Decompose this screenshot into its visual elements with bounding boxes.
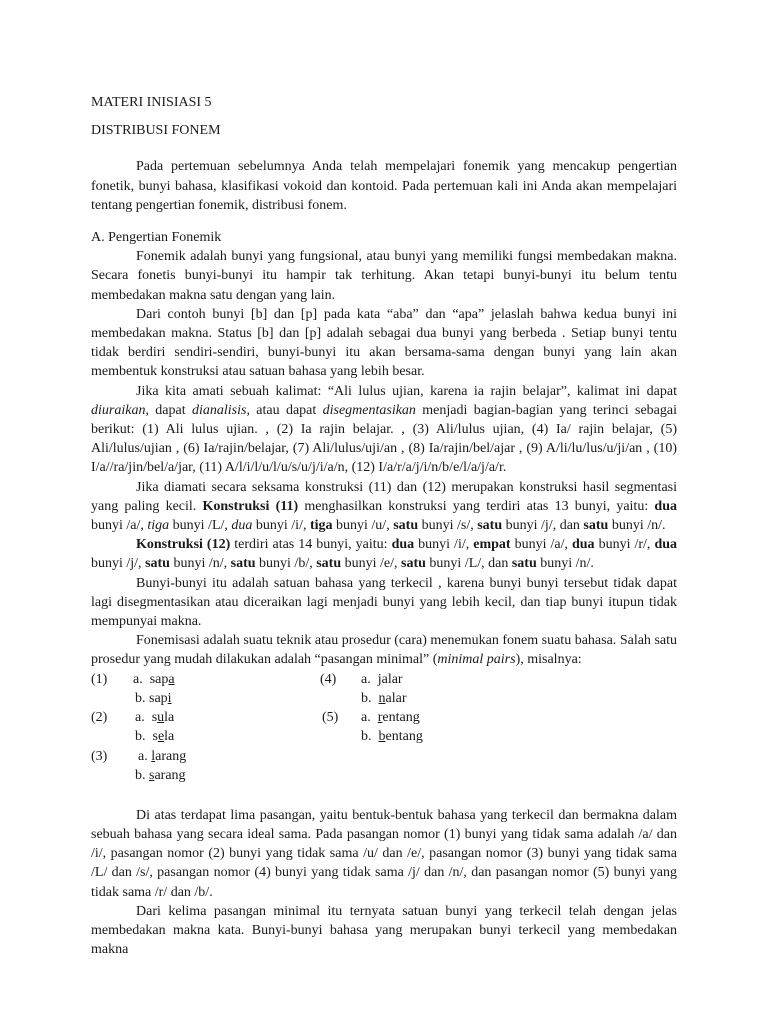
paragraph-konstruksi-12: Konstruksi (12) terdiri atas 14 bunyi, yaitu: dua bunyi /i/, empat bunyi /a/, dua bunyi /r/, dua bunyi /j/, satu bunyi /n/, satu bunyi /b/, satu bunyi /e/, satu bunyi /L/, dan satu bunyi /n/. — [91, 537, 678, 572]
paragraph-fonemik: Fonemik adalah bunyi yang fungsional, atau bunyi yang memiliki fungsi membedakan makna. Secara fonetis bunyi-bunyi itu hampir tak terhitung. Akan tetapi bunyi-bunyi itu belum tentu membedakan makna satu dengan yang lain. — [91, 249, 677, 303]
document-title: MATERI INISIASI 5 — [91, 95, 212, 110]
paragraph-contoh-bunyi: Dari contoh bunyi [b] dan [p] pada kata “aba” dan “apa” jelaslah bahwa kedua bunyi ini membedakan makna. Status [b] dan [p] adalah sebagai dua bunyi yang berbeda . Setiap bunyi tentu tidak berdiri sendiri-sendiri, bunyi-bunyi itu akan bersama-sama dengan bunyi yang lain akan membentuk konstruksi atau satuan bahasa yang lebih besar. — [91, 306, 677, 380]
minimal-pairs-list — [91, 670, 677, 786]
paragraph-satuan-terkecil: Bunyi-bunyi itu adalah satuan bahasa yang terkecil , karena bunyi bunyi tersebut tidak dapat lagi disegmentasikan atau diceraikan lagi menjadi bunyi yang lebih kecil, dan tiap bunyi itupun tidak mempunyai makna. — [91, 575, 677, 630]
pair-number: (3) — [91, 748, 108, 764]
pair-word: b. sela — [135, 728, 175, 744]
paragraph-fonemisasi: Fonemisasi adalah suatu teknik atau prosedur (cara) menemukan fonem suatu bahasa. Salah satu prosedur yang mudah dilakukan adalah “pasangan minimal” (minimal pairs), misalnya: — [91, 633, 677, 668]
pair-word: b. sarang — [135, 767, 186, 783]
pair-number: (5) — [322, 709, 339, 725]
pair-word: a. sapa — [133, 671, 175, 687]
document-subtitle: DISTRIBUSI FONEM — [91, 123, 221, 139]
pair-word: b. bentang — [361, 728, 423, 744]
paragraph-lima-pasangan: Di atas terdapat lima pasangan, yaitu bentuk-bentuk bahasa yang terkecil dan bermakna dalam sebuah bahasa yang secara ideal sama. Pada pasangan nomor (1) bunyi yang tidak sama adalah /a/ dan /i/, pasangan nomor (2) bunyi yang tidak sama /u/ dan /e/, pasangan nomor (3) bunyi yang tidak sama /L/ dan /s/, pasangan nomor (4) bunyi yang tidak sama /j/ dan /n/, dan pasangan nomor (5) bunyi yang tidak sama /r/ dan /b/. — [91, 807, 677, 900]
intro-paragraph: Pada pertemuan sebelumnya Anda telah mempelajari fonemik yang mencakup pengertian fonetik, bunyi bahasa, klasifikasi vokoid dan kontoid. Pada pertemuan kali ini Anda akan mempelajari tentang pengertian fonemik, distribusi fonem. — [91, 159, 677, 213]
pair-word: a. larang — [138, 748, 187, 764]
pair-word: a. rentang — [361, 709, 420, 725]
pair-word: a. sula — [135, 709, 175, 725]
paragraph-konstruksi-11: Jika diamati secara seksama konstruksi (11) dan (12) merupakan konstruksi hasil segmentasi yang paling kecil. Konstruksi (11) menghasilkan konstruksi yang terdiri atas 13 bunyi, yaitu: dua bunyi /a/, tiga bunyi /L/, dua bunyi /i/, tiga bunyi /u/, satu bunyi /s/, satu bunyi /j/, dan satu bunyi /n/. — [91, 479, 677, 534]
pair-word: b. sapi — [135, 690, 172, 706]
pair-number: (4) — [320, 671, 337, 687]
paragraph-segmentasi: Jika kita amati sebuah kalimat: “Ali lulus ujian, karena ia rajin belajar”, kalimat ini dapat diuraikan, dapat dianalisis, atau dapat disegmentasikan menjadi bagian-bagian yang terinci sebagai berikut: (1) Ali lulus ujian. , (2) Ia rajin belajar. , (3) Ali/lulus ujian, (4) Ia/ rajin belajar, (5) Ali/lulus/ujian , (6) Ia/rajin/belajar, (7) Ali/lulus/uji/an , (8) Ia/rajin/bel/ajar , (9) A/li/lu/lus/u/ji/an , (10) I/a//ra/jin/bel/a/jar, (11) A/l/i/l/u/l/u/s/u/j/i/a/n, (12) I/a/r/a/j/i/n/b/e/l/a/j/a/r. — [91, 383, 677, 476]
paragraph-kesimpulan: Dari kelima pasangan minimal itu ternyata satuan bunyi yang terkecil telah dengan jelas membedakan makna kata. Bunyi-bunyi bahasa yang merupakan bunyi terkecil yang membedakan makna — [91, 903, 677, 958]
pair-number: (2) — [91, 709, 108, 725]
pair-number: (1) — [91, 671, 108, 687]
pair-word: a. jalar — [361, 671, 403, 687]
section-heading-a: A. Pengertian Fonemik — [91, 230, 222, 246]
pair-word: b. nalar — [361, 690, 407, 706]
